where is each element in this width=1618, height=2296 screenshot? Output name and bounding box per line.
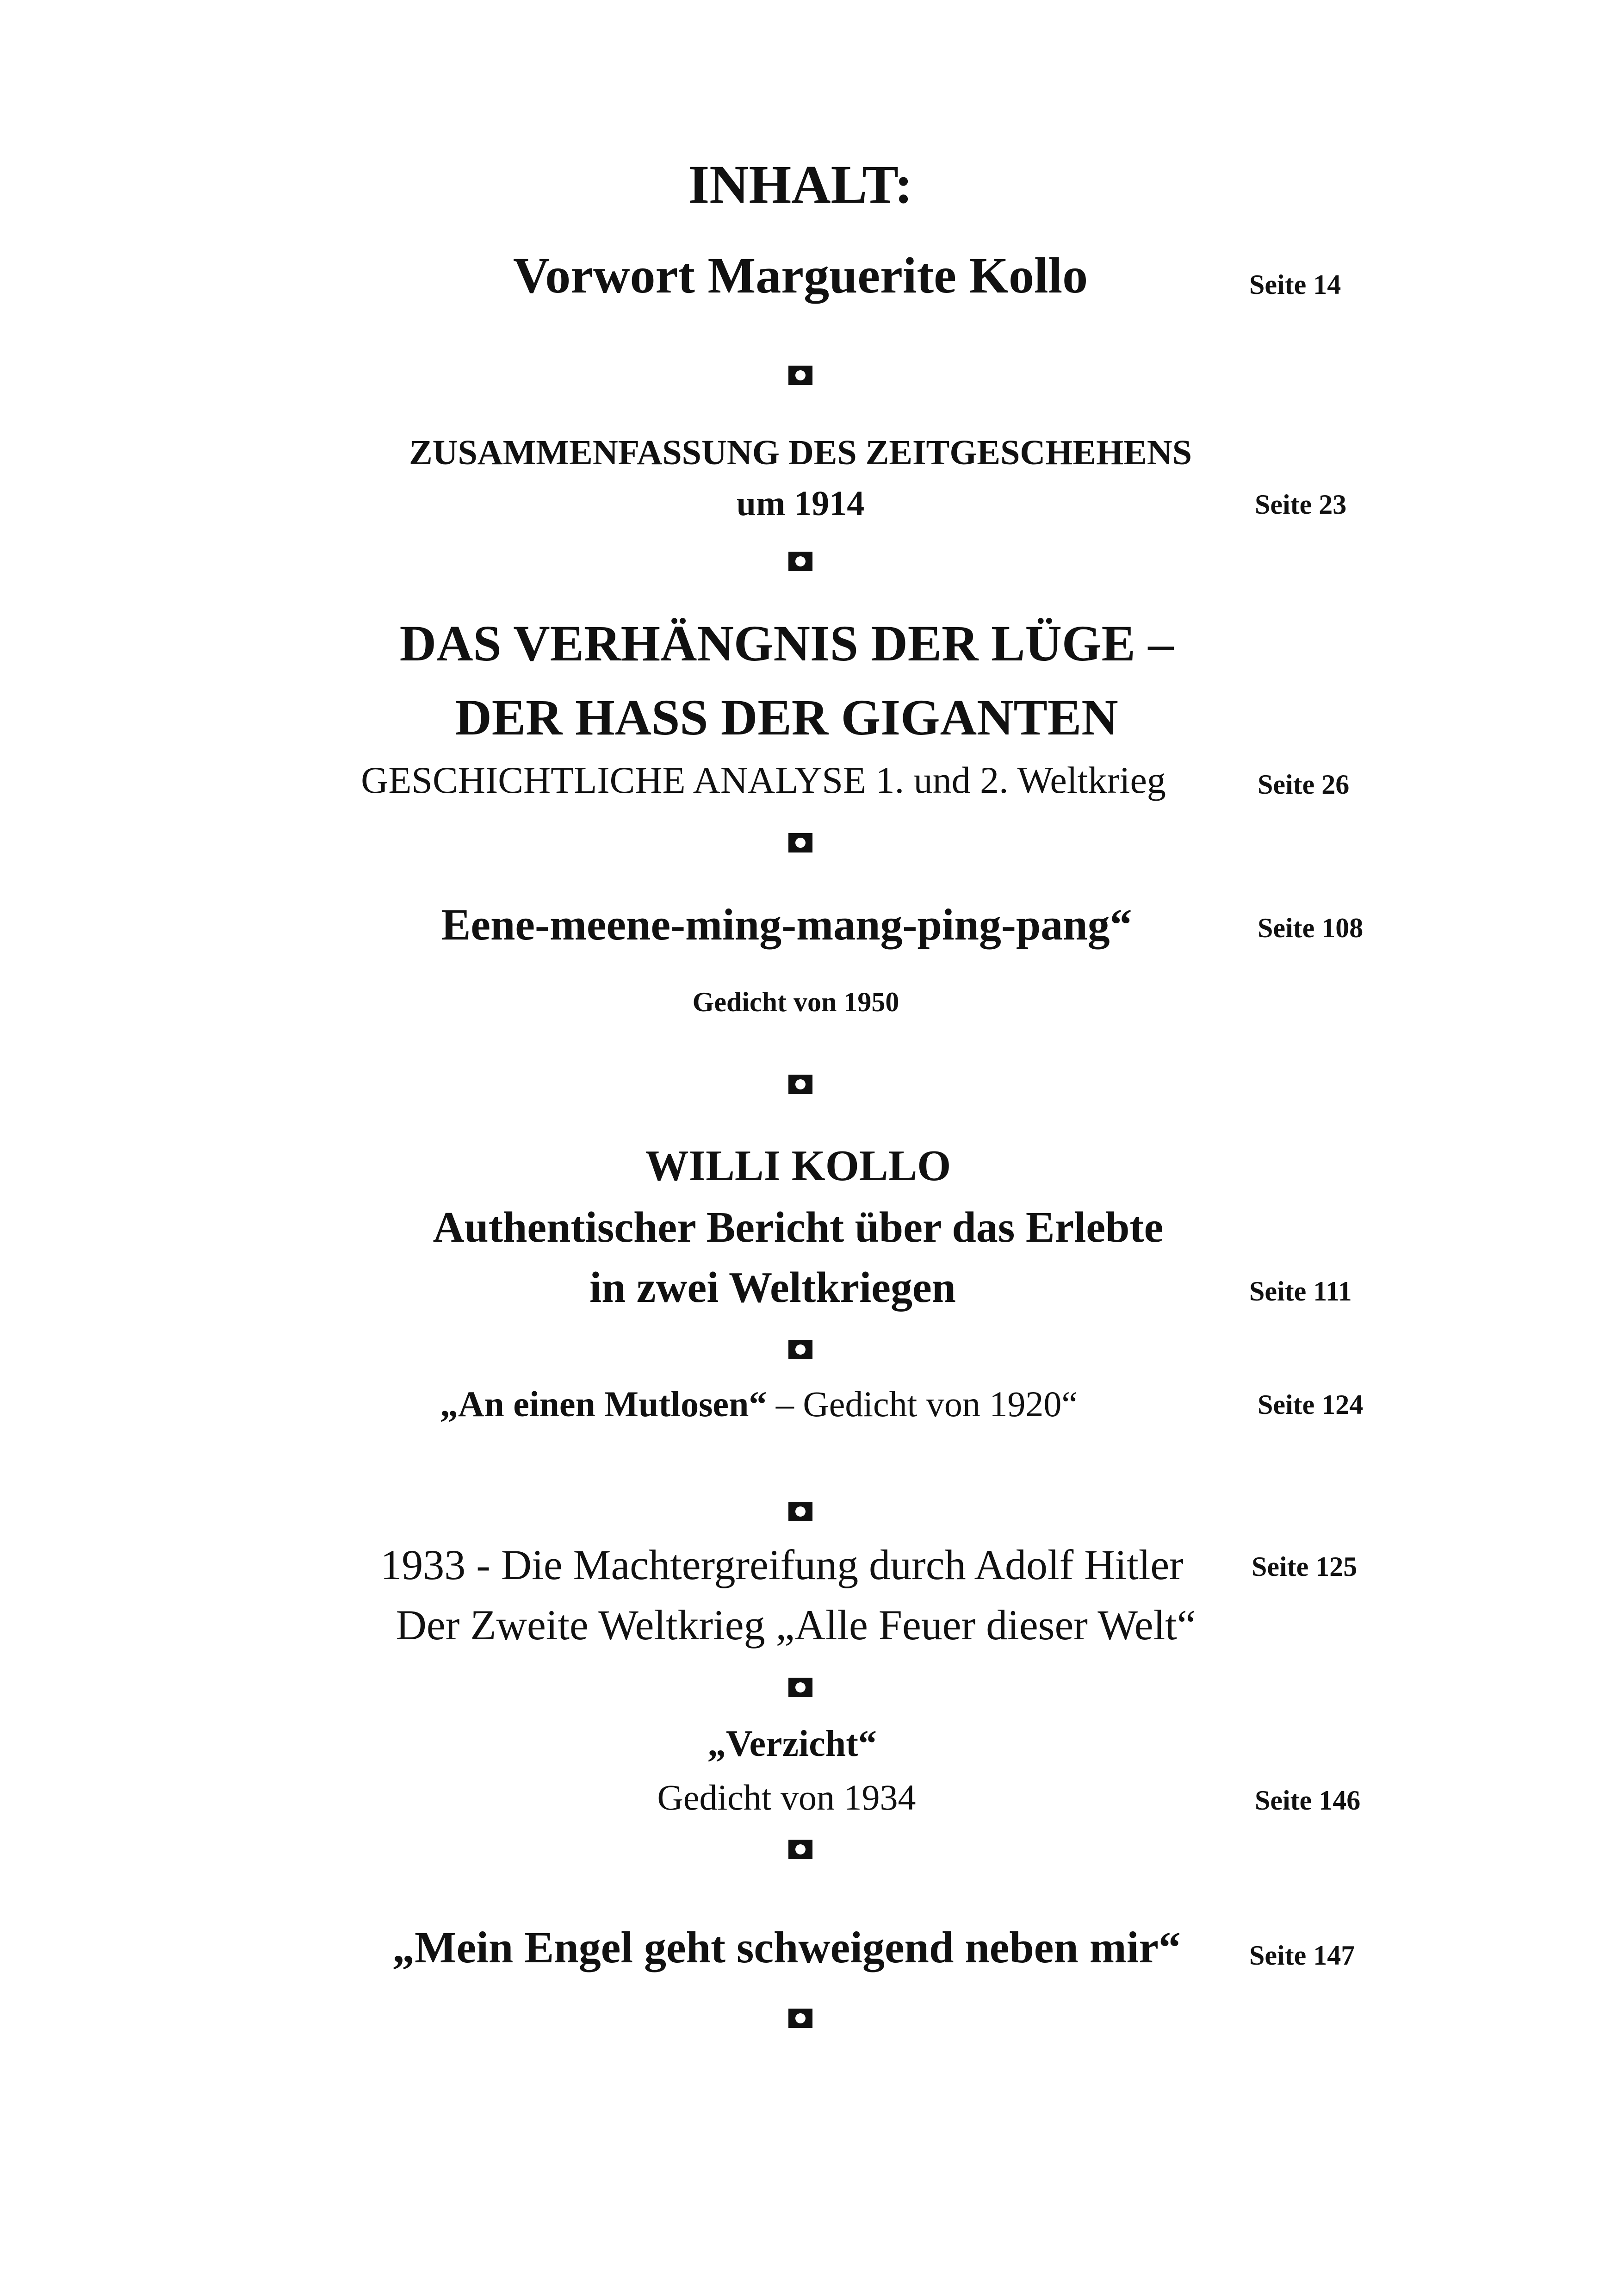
toc-entry-mutlosen: [440, 1386, 1078, 1422]
toc-entry-verhaengnis-line1: DAS VERHÄNGNIS DER LÜGE –: [399, 615, 1174, 672]
ornament-divider: [788, 552, 812, 571]
ornament-divider: [788, 1502, 812, 1521]
toc-entry-mutlosen-rest: – Gedicht von 1920“: [767, 1384, 1078, 1424]
toc-entry-willi-line3: in zwei Weltkriegen: [589, 1263, 956, 1312]
toc-entry-verzicht-title: „Verzicht“: [707, 1724, 877, 1764]
toc-entry-zusammenfassung-line1: ZUSAMMENFASSUNG DES ZEITGESCHEHENS: [409, 433, 1192, 472]
toc-entry-verzicht-page: Seite 146: [1255, 1785, 1361, 1816]
toc-entry-verzicht-subtitle: Gedicht von 1934: [657, 1777, 916, 1817]
toc-entry-willi-line1: WILLI KOLLO: [645, 1142, 951, 1190]
toc-entry-verhaengnis-page: Seite 26: [1258, 769, 1350, 800]
toc-entry-machtergreifung-line1: 1933 - Die Machtergreifung durch Adolf Hitler: [380, 1541, 1184, 1588]
ornament-divider: [788, 1340, 812, 1359]
page-title: INHALT:: [688, 154, 913, 215]
toc-entry-machtergreifung-line2: Der Zweite Weltkrieg „Alle Feuer dieser Welt“: [396, 1601, 1196, 1649]
ornament-divider: [788, 1678, 812, 1697]
toc-entry-zusammenfassung-line2: um 1914: [736, 484, 865, 523]
toc-entry-mutlosen-page: Seite 124: [1258, 1389, 1364, 1420]
ornament-divider: [788, 1840, 812, 1859]
toc-entry-machtergreifung-page: Seite 125: [1252, 1551, 1358, 1582]
toc-entry-vorwort-title: Vorwort Marguerite Kollo: [513, 247, 1088, 304]
toc-entry-engel-page: Seite 147: [1249, 1940, 1355, 1971]
toc-entry-eene-subtitle: Gedicht von 1950: [692, 987, 899, 1017]
toc-entry-verhaengnis-line2: DER HASS DER GIGANTEN: [455, 689, 1118, 746]
toc-entry-eene-title: Eene-meene-ming-mang-ping-pang“: [441, 900, 1132, 949]
toc-entry-engel-title: „Mein Engel geht schweigend neben mir“: [392, 1923, 1181, 1972]
ornament-divider: [788, 833, 812, 852]
toc-entry-willi-line2: Authentischer Bericht über das Erlebte: [433, 1203, 1164, 1251]
ornament-divider: [788, 366, 812, 385]
ornament-divider: [788, 1075, 812, 1094]
toc-entry-vorwort-page: Seite 14: [1249, 269, 1341, 300]
toc-entry-mutlosen-title: „An einen Mutlosen“: [440, 1384, 767, 1424]
toc-entry-willi-page: Seite 111: [1249, 1276, 1352, 1307]
toc-entry-zusammenfassung-page: Seite 23: [1255, 489, 1347, 520]
toc-entry-eene-page: Seite 108: [1258, 913, 1364, 943]
ornament-divider: [788, 2009, 812, 2028]
toc-entry-verhaengnis-line3: GESCHICHTLICHE ANALYSE 1. und 2. Weltkrieg: [361, 759, 1166, 801]
